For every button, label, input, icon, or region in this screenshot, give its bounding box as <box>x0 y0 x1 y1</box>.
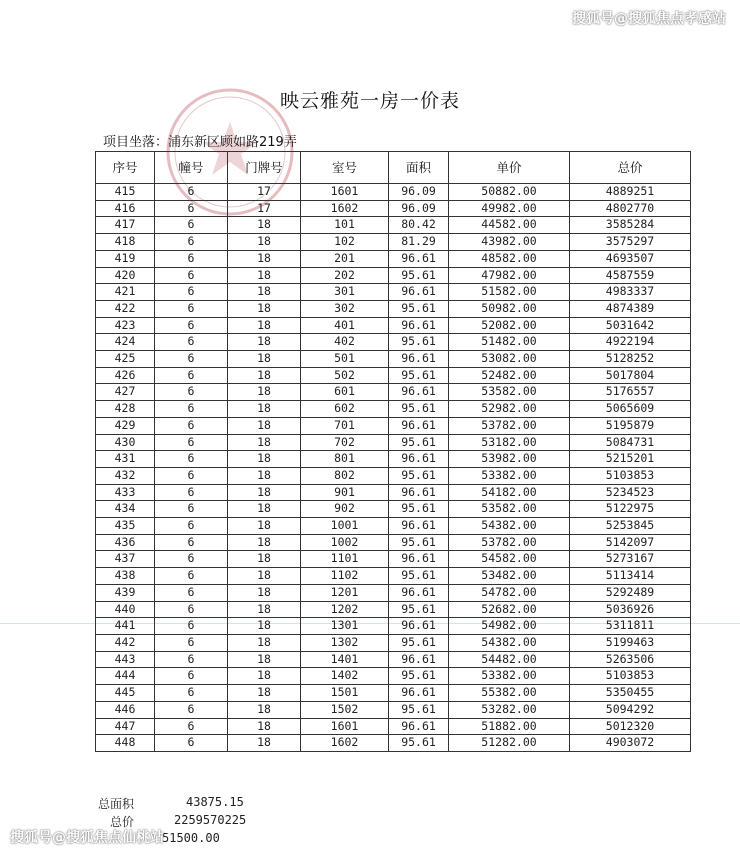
table-row <box>96 384 691 401</box>
cell-index: 442 <box>96 634 155 651</box>
cell-area: 96.61 <box>389 384 449 401</box>
total-area-value: 43875.15 <box>186 795 244 809</box>
cell-total-price: 4693507 <box>570 250 691 267</box>
cell-building: 6 <box>155 601 228 618</box>
price-table <box>95 151 691 752</box>
cell-door-number: 18 <box>228 234 301 251</box>
cell-door-number: 18 <box>228 685 301 702</box>
average-price-value: 51500.00 <box>162 831 220 845</box>
cell-room-number: 302 <box>301 300 389 317</box>
cell-unit-price: 50882.00 <box>449 184 570 201</box>
cell-total-price: 5031642 <box>570 317 691 334</box>
project-location: 项目坐落：浦东新区顾如路219弄 <box>103 135 297 150</box>
table-row <box>96 267 691 284</box>
cell-index: 420 <box>96 267 155 284</box>
cell-door-number: 18 <box>228 351 301 368</box>
cell-total-price: 5012320 <box>570 718 691 735</box>
table-row <box>96 601 691 618</box>
cell-unit-price: 50982.00 <box>449 300 570 317</box>
cell-building: 6 <box>155 384 228 401</box>
cell-room-number: 201 <box>301 250 389 267</box>
price-table-body <box>96 184 691 752</box>
cell-area: 96.61 <box>389 618 449 635</box>
cell-building: 6 <box>155 434 228 451</box>
cell-door-number: 18 <box>228 551 301 568</box>
cell-room-number: 1601 <box>301 718 389 735</box>
table-row <box>96 434 691 451</box>
cell-door-number: 17 <box>228 200 301 217</box>
cell-room-number: 701 <box>301 417 389 434</box>
cell-index: 438 <box>96 568 155 585</box>
cell-total-price: 4889251 <box>570 184 691 201</box>
cell-room-number: 101 <box>301 217 389 234</box>
cell-room-number: 1301 <box>301 618 389 635</box>
cell-index: 433 <box>96 484 155 501</box>
cell-unit-price: 51582.00 <box>449 284 570 301</box>
cell-area: 96.61 <box>389 284 449 301</box>
cell-door-number: 18 <box>228 651 301 668</box>
cell-total-price: 5113414 <box>570 568 691 585</box>
cell-building: 6 <box>155 618 228 635</box>
table-row <box>96 518 691 535</box>
cell-index: 443 <box>96 651 155 668</box>
cell-area: 95.61 <box>389 367 449 384</box>
cell-area: 95.61 <box>389 668 449 685</box>
table-row <box>96 367 691 384</box>
cell-door-number: 17 <box>228 184 301 201</box>
cell-unit-price: 53782.00 <box>449 534 570 551</box>
cell-room-number: 602 <box>301 401 389 418</box>
table-row <box>96 651 691 668</box>
cell-room-number: 801 <box>301 451 389 468</box>
cell-room-number: 501 <box>301 351 389 368</box>
cell-index: 444 <box>96 668 155 685</box>
cell-door-number: 18 <box>228 451 301 468</box>
cell-unit-price: 54982.00 <box>449 618 570 635</box>
cell-room-number: 1501 <box>301 685 389 702</box>
cell-total-price: 3575297 <box>570 234 691 251</box>
cell-room-number: 1102 <box>301 568 389 585</box>
cell-room-number: 901 <box>301 484 389 501</box>
watermark-bottom: 搜狐号@搜狐焦点仙桃站 <box>10 830 164 846</box>
cell-area: 96.09 <box>389 200 449 217</box>
cell-building: 6 <box>155 334 228 351</box>
cell-building: 6 <box>155 300 228 317</box>
cell-unit-price: 53082.00 <box>449 351 570 368</box>
cell-unit-price: 52482.00 <box>449 367 570 384</box>
cell-area: 96.61 <box>389 718 449 735</box>
cell-index: 417 <box>96 217 155 234</box>
cell-building: 6 <box>155 501 228 518</box>
cell-room-number: 902 <box>301 501 389 518</box>
cell-unit-price: 54182.00 <box>449 484 570 501</box>
table-row <box>96 735 691 752</box>
cell-room-number: 1602 <box>301 735 389 752</box>
cell-building: 6 <box>155 217 228 234</box>
cell-unit-price: 53782.00 <box>449 417 570 434</box>
cell-total-price: 5103853 <box>570 467 691 484</box>
cell-total-price: 5103853 <box>570 668 691 685</box>
cell-total-price: 5253845 <box>570 518 691 535</box>
table-row <box>96 401 691 418</box>
cell-total-price: 5017804 <box>570 367 691 384</box>
cell-total-price: 5176557 <box>570 384 691 401</box>
cell-unit-price: 43982.00 <box>449 234 570 251</box>
cell-index: 422 <box>96 300 155 317</box>
table-row <box>96 250 691 267</box>
cell-door-number: 18 <box>228 434 301 451</box>
cell-room-number: 1502 <box>301 701 389 718</box>
cell-index: 426 <box>96 367 155 384</box>
table-row <box>96 551 691 568</box>
cell-door-number: 18 <box>228 584 301 601</box>
cell-unit-price: 53182.00 <box>449 434 570 451</box>
cell-unit-price: 52982.00 <box>449 401 570 418</box>
cell-area: 96.61 <box>389 451 449 468</box>
header-room-number: 室号 <box>301 152 389 184</box>
cell-area: 95.61 <box>389 568 449 585</box>
cell-total-price: 5263506 <box>570 651 691 668</box>
table-row <box>96 568 691 585</box>
cell-area: 96.61 <box>389 685 449 702</box>
cell-room-number: 1601 <box>301 184 389 201</box>
cell-building: 6 <box>155 701 228 718</box>
cell-unit-price: 51882.00 <box>449 718 570 735</box>
cell-index: 446 <box>96 701 155 718</box>
cell-room-number: 1202 <box>301 601 389 618</box>
cell-door-number: 18 <box>228 601 301 618</box>
header-door-number: 门牌号 <box>228 152 301 184</box>
cell-index: 436 <box>96 534 155 551</box>
cell-building: 6 <box>155 735 228 752</box>
cell-index: 429 <box>96 417 155 434</box>
cell-unit-price: 52682.00 <box>449 601 570 618</box>
table-row <box>96 467 691 484</box>
cell-total-price: 5142097 <box>570 534 691 551</box>
cell-door-number: 18 <box>228 417 301 434</box>
cell-total-price: 5292489 <box>570 584 691 601</box>
cell-unit-price: 51482.00 <box>449 334 570 351</box>
cell-total-price: 5094292 <box>570 701 691 718</box>
cell-door-number: 18 <box>228 484 301 501</box>
table-row <box>96 317 691 334</box>
cell-door-number: 18 <box>228 300 301 317</box>
cell-total-price: 4874389 <box>570 300 691 317</box>
cell-area: 96.61 <box>389 351 449 368</box>
table-row <box>96 484 691 501</box>
table-row <box>96 351 691 368</box>
cell-room-number: 401 <box>301 317 389 334</box>
table-row <box>96 200 691 217</box>
cell-area: 96.61 <box>389 417 449 434</box>
cell-unit-price: 51282.00 <box>449 735 570 752</box>
cell-area: 96.61 <box>389 250 449 267</box>
table-row <box>96 701 691 718</box>
cell-room-number: 601 <box>301 384 389 401</box>
cell-door-number: 18 <box>228 735 301 752</box>
cell-building: 6 <box>155 317 228 334</box>
cell-total-price: 5195879 <box>570 417 691 434</box>
cell-door-number: 18 <box>228 467 301 484</box>
cell-index: 423 <box>96 317 155 334</box>
cell-unit-price: 53282.00 <box>449 701 570 718</box>
table-row <box>96 217 691 234</box>
cell-total-price: 4802770 <box>570 200 691 217</box>
cell-index: 445 <box>96 685 155 702</box>
cell-door-number: 18 <box>228 518 301 535</box>
cell-area: 96.61 <box>389 584 449 601</box>
cell-total-price: 5128252 <box>570 351 691 368</box>
cell-total-price: 5350455 <box>570 685 691 702</box>
cell-building: 6 <box>155 234 228 251</box>
cell-area: 80.42 <box>389 217 449 234</box>
cell-index: 432 <box>96 467 155 484</box>
header-total-price: 总价 <box>570 152 691 184</box>
watermark-top: 搜狐号@搜狐焦点孝感站 <box>572 11 726 27</box>
cell-building: 6 <box>155 534 228 551</box>
cell-area: 95.61 <box>389 701 449 718</box>
cell-room-number: 802 <box>301 467 389 484</box>
cell-unit-price: 55382.00 <box>449 685 570 702</box>
cell-building: 6 <box>155 484 228 501</box>
cell-building: 6 <box>155 518 228 535</box>
cell-area: 95.61 <box>389 735 449 752</box>
cell-room-number: 102 <box>301 234 389 251</box>
cell-index: 441 <box>96 618 155 635</box>
cell-room-number: 702 <box>301 434 389 451</box>
cell-index: 431 <box>96 451 155 468</box>
table-row <box>96 668 691 685</box>
cell-index: 425 <box>96 351 155 368</box>
cell-total-price: 3585284 <box>570 217 691 234</box>
cell-building: 6 <box>155 267 228 284</box>
cell-building: 6 <box>155 568 228 585</box>
cell-area: 95.61 <box>389 634 449 651</box>
cell-total-price: 5036926 <box>570 601 691 618</box>
summary-area <box>98 795 244 812</box>
table-row <box>96 417 691 434</box>
header-index: 序号 <box>96 152 155 184</box>
table-row <box>96 284 691 301</box>
cell-area: 95.61 <box>389 434 449 451</box>
cell-door-number: 18 <box>228 334 301 351</box>
total-area-label: 总面积 <box>98 797 135 811</box>
cell-area: 96.61 <box>389 484 449 501</box>
table-row <box>96 334 691 351</box>
cell-area: 95.61 <box>389 467 449 484</box>
cell-index: 428 <box>96 401 155 418</box>
cell-door-number: 18 <box>228 534 301 551</box>
cell-index: 435 <box>96 518 155 535</box>
cell-building: 6 <box>155 685 228 702</box>
cell-room-number: 1402 <box>301 668 389 685</box>
cell-door-number: 18 <box>228 568 301 585</box>
cell-total-price: 5273167 <box>570 551 691 568</box>
cell-door-number: 18 <box>228 284 301 301</box>
cell-index: 440 <box>96 601 155 618</box>
cell-room-number: 1001 <box>301 518 389 535</box>
cell-unit-price: 54582.00 <box>449 551 570 568</box>
cell-total-price: 5215201 <box>570 451 691 468</box>
cell-room-number: 1401 <box>301 651 389 668</box>
table-row <box>96 300 691 317</box>
cell-building: 6 <box>155 451 228 468</box>
cell-total-price: 4587559 <box>570 267 691 284</box>
cell-index: 434 <box>96 501 155 518</box>
cell-index: 439 <box>96 584 155 601</box>
cell-door-number: 18 <box>228 250 301 267</box>
total-price-value: 2259570225 <box>174 813 247 827</box>
cell-door-number: 18 <box>228 367 301 384</box>
cell-door-number: 18 <box>228 701 301 718</box>
cell-index: 427 <box>96 384 155 401</box>
cell-area: 95.61 <box>389 267 449 284</box>
cell-door-number: 18 <box>228 401 301 418</box>
cell-index: 447 <box>96 718 155 735</box>
table-row <box>96 584 691 601</box>
cell-room-number: 402 <box>301 334 389 351</box>
cell-room-number: 1602 <box>301 200 389 217</box>
cell-room-number: 1302 <box>301 634 389 651</box>
cell-unit-price: 53582.00 <box>449 384 570 401</box>
cell-total-price: 4983337 <box>570 284 691 301</box>
cell-area: 96.61 <box>389 518 449 535</box>
cell-area: 95.61 <box>389 401 449 418</box>
cell-room-number: 202 <box>301 267 389 284</box>
cell-unit-price: 54782.00 <box>449 584 570 601</box>
cell-total-price: 5311811 <box>570 618 691 635</box>
cell-door-number: 18 <box>228 501 301 518</box>
cell-room-number: 1002 <box>301 534 389 551</box>
cell-area: 96.61 <box>389 551 449 568</box>
cell-building: 6 <box>155 584 228 601</box>
cell-door-number: 18 <box>228 634 301 651</box>
table-row <box>96 685 691 702</box>
cell-area: 95.61 <box>389 501 449 518</box>
cell-building: 6 <box>155 284 228 301</box>
cell-total-price: 5065609 <box>570 401 691 418</box>
cell-total-price: 5122975 <box>570 501 691 518</box>
cell-building: 6 <box>155 401 228 418</box>
table-row <box>96 634 691 651</box>
cell-building: 6 <box>155 551 228 568</box>
cell-index: 421 <box>96 284 155 301</box>
cell-room-number: 301 <box>301 284 389 301</box>
cell-area: 96.61 <box>389 317 449 334</box>
cell-door-number: 18 <box>228 718 301 735</box>
cell-total-price: 4922194 <box>570 334 691 351</box>
cell-building: 6 <box>155 351 228 368</box>
cell-index: 415 <box>96 184 155 201</box>
cell-total-price: 4903072 <box>570 735 691 752</box>
cell-index: 424 <box>96 334 155 351</box>
cell-unit-price: 48582.00 <box>449 250 570 267</box>
cell-unit-price: 54382.00 <box>449 518 570 535</box>
cell-area: 95.61 <box>389 300 449 317</box>
cell-door-number: 18 <box>228 217 301 234</box>
table-row <box>96 501 691 518</box>
cell-unit-price: 53582.00 <box>449 501 570 518</box>
cell-area: 96.61 <box>389 651 449 668</box>
table-row <box>96 534 691 551</box>
cell-unit-price: 53382.00 <box>449 668 570 685</box>
cell-index: 437 <box>96 551 155 568</box>
cell-building: 6 <box>155 250 228 267</box>
table-row <box>96 618 691 635</box>
table-header-row <box>96 152 691 184</box>
cell-unit-price: 53382.00 <box>449 467 570 484</box>
table-row <box>96 184 691 201</box>
cell-total-price: 5234523 <box>570 484 691 501</box>
cell-door-number: 18 <box>228 267 301 284</box>
total-price-label: 总价 <box>110 815 135 829</box>
header-area: 面积 <box>389 152 449 184</box>
cell-building: 6 <box>155 668 228 685</box>
cell-index: 418 <box>96 234 155 251</box>
cell-total-price: 5199463 <box>570 634 691 651</box>
cell-door-number: 18 <box>228 384 301 401</box>
cell-unit-price: 49982.00 <box>449 200 570 217</box>
cell-building: 6 <box>155 651 228 668</box>
cell-door-number: 18 <box>228 317 301 334</box>
page-title: 映云雅苑一房一价表 <box>279 90 460 112</box>
cell-area: 95.61 <box>389 334 449 351</box>
cell-area: 96.09 <box>389 184 449 201</box>
cell-unit-price: 53982.00 <box>449 451 570 468</box>
cell-unit-price: 52082.00 <box>449 317 570 334</box>
cell-unit-price: 54482.00 <box>449 651 570 668</box>
cell-room-number: 502 <box>301 367 389 384</box>
cell-unit-price: 44582.00 <box>449 217 570 234</box>
cell-room-number: 1201 <box>301 584 389 601</box>
table-row <box>96 718 691 735</box>
cell-index: 448 <box>96 735 155 752</box>
cell-index: 416 <box>96 200 155 217</box>
cell-building: 6 <box>155 634 228 651</box>
cell-index: 430 <box>96 434 155 451</box>
cell-building: 6 <box>155 467 228 484</box>
cell-unit-price: 47982.00 <box>449 267 570 284</box>
cell-area: 95.61 <box>389 534 449 551</box>
cell-building: 6 <box>155 367 228 384</box>
cell-total-price: 5084731 <box>570 434 691 451</box>
header-unit-price: 单价 <box>449 152 570 184</box>
cell-building: 6 <box>155 200 228 217</box>
cell-room-number: 1101 <box>301 551 389 568</box>
cell-area: 95.61 <box>389 601 449 618</box>
cell-door-number: 18 <box>228 668 301 685</box>
table-row <box>96 451 691 468</box>
table-row <box>96 234 691 251</box>
cell-building: 6 <box>155 184 228 201</box>
cell-building: 6 <box>155 718 228 735</box>
cell-unit-price: 53482.00 <box>449 568 570 585</box>
cell-door-number: 18 <box>228 618 301 635</box>
cell-index: 419 <box>96 250 155 267</box>
cell-unit-price: 54382.00 <box>449 634 570 651</box>
cell-area: 81.29 <box>389 234 449 251</box>
header-building: 幢号 <box>155 152 228 184</box>
cell-building: 6 <box>155 417 228 434</box>
